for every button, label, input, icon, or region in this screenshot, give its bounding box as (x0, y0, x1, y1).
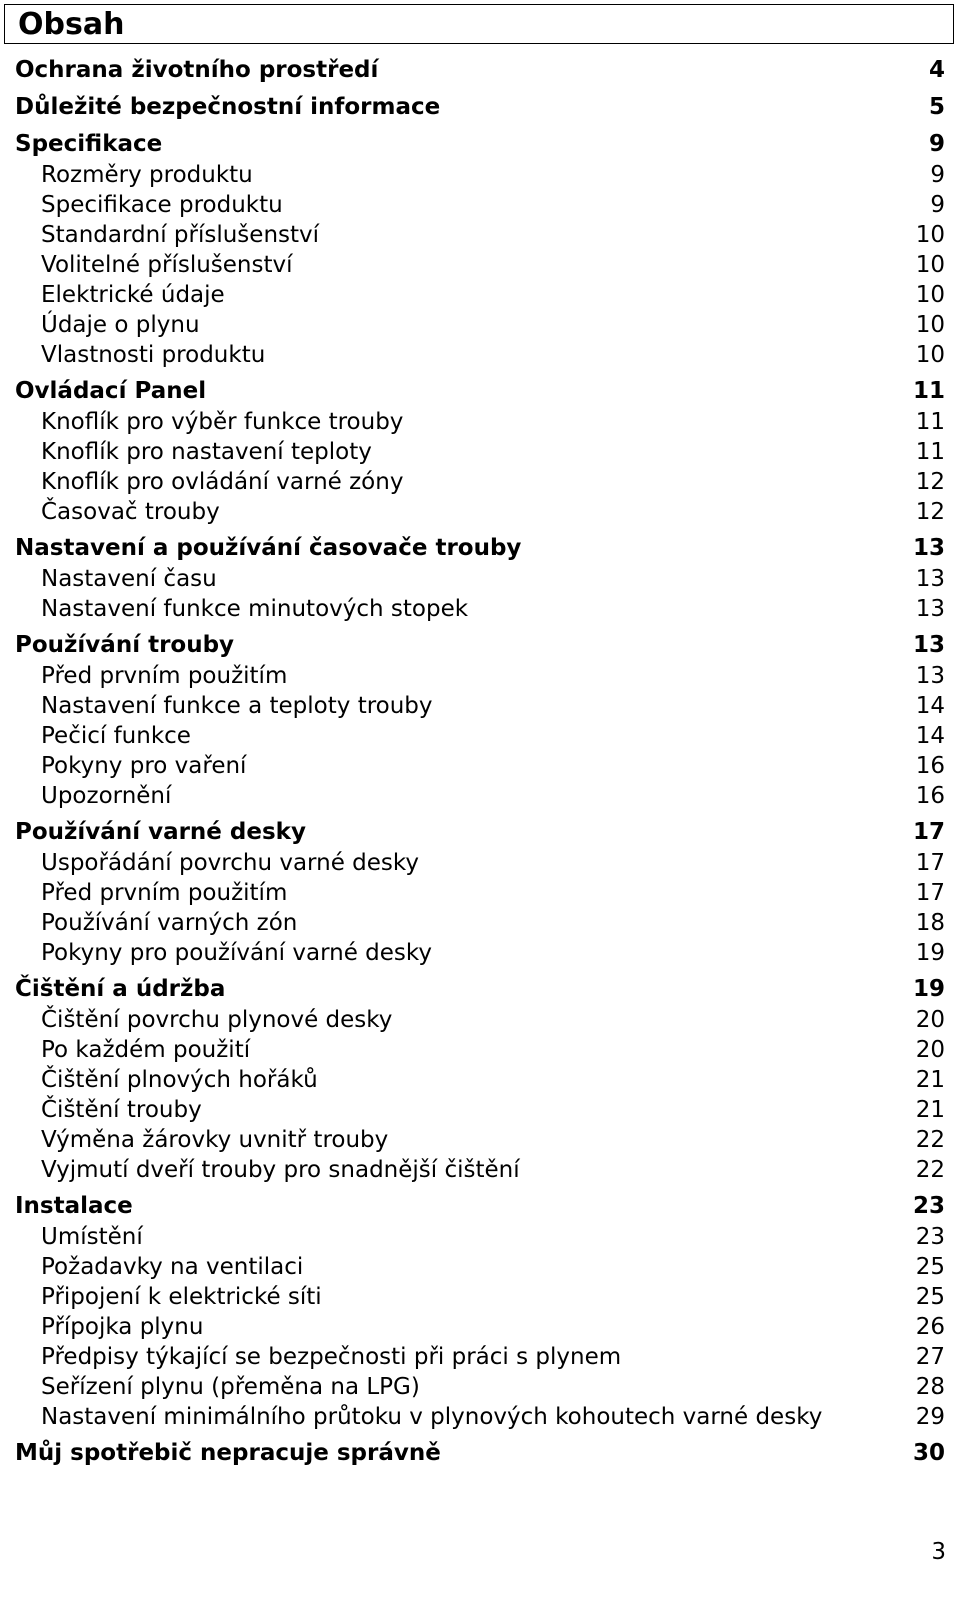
toc-section (15, 92, 945, 123)
toc-subentry[interactable] (15, 751, 945, 781)
toc-subentry[interactable] (15, 497, 945, 527)
toc-subentry-page: 17 (915, 880, 945, 906)
toc-subentry-label: Před prvním použitím (41, 663, 288, 689)
toc-subentry-label: Pokyny pro vaření (41, 753, 247, 779)
toc-subentry-page: 29 (915, 1404, 945, 1430)
toc-subentry-label: Nastavení minimálního průtoku v plynových kohoutech varné desky (41, 1404, 823, 1430)
toc-subentry-page: 14 (915, 723, 945, 749)
toc-heading-page: 17 (912, 819, 945, 845)
page-number: 3 (931, 1539, 946, 1565)
toc-heading-label: Používání varné desky (15, 819, 306, 845)
toc-heading-entry[interactable] (15, 129, 945, 160)
toc-subentry-page: 21 (915, 1097, 945, 1123)
toc-subentry[interactable] (15, 1402, 945, 1432)
toc-subentry[interactable] (15, 310, 945, 340)
toc-heading-page: 23 (912, 1193, 945, 1219)
toc-subentry[interactable] (15, 691, 945, 721)
toc-heading-page: 30 (912, 1440, 945, 1466)
toc-subentry-label: Nastavení funkce a teploty trouby (41, 693, 433, 719)
toc-section (15, 1438, 945, 1469)
toc-subentry-page: 22 (915, 1157, 945, 1183)
toc-subentry-label: Vlastnosti produktu (41, 342, 266, 368)
toc-heading-page: 13 (912, 632, 945, 658)
toc-subentry-label: Předpisy týkající se bezpečnosti při práci s plynem (41, 1344, 622, 1370)
toc-subentry[interactable] (15, 848, 945, 878)
toc-subentry[interactable] (15, 160, 945, 190)
toc-subentry[interactable] (15, 1372, 945, 1402)
toc-title: Obsah (18, 7, 125, 42)
toc-subentry-page: 11 (915, 409, 945, 435)
toc-heading-label: Můj spotřebič nepracuje správně (15, 1440, 441, 1466)
toc-subentry[interactable] (15, 190, 945, 220)
toc-subentry-label: Čištění plnových hořáků (41, 1067, 318, 1093)
toc-subentry[interactable] (15, 1312, 945, 1342)
toc-subentry-page: 12 (915, 499, 945, 525)
toc-heading-entry[interactable] (15, 1191, 945, 1222)
toc-subentry[interactable] (15, 938, 945, 968)
toc-subentry-page: 10 (915, 222, 945, 248)
toc-subentry[interactable] (15, 1095, 945, 1125)
toc-subentry[interactable] (15, 467, 945, 497)
toc-heading-entry[interactable] (15, 974, 945, 1005)
toc-heading-label: Ovládací Panel (15, 378, 207, 404)
toc-subentry[interactable] (15, 1252, 945, 1282)
toc-subentry-page: 10 (915, 342, 945, 368)
toc-subentry-page: 19 (915, 940, 945, 966)
toc-heading-page: 9 (928, 131, 945, 157)
toc-subentry[interactable] (15, 1125, 945, 1155)
toc-subentry-label: Nastavení času (41, 566, 217, 592)
toc-subentry[interactable] (15, 1035, 945, 1065)
toc-subentry-label: Čištění trouby (41, 1097, 202, 1123)
toc-heading-entry[interactable] (15, 1438, 945, 1469)
toc-heading-label: Důležité bezpečnostní informace (15, 94, 441, 120)
toc-subentry[interactable] (15, 721, 945, 751)
toc-subentry-page: 18 (915, 910, 945, 936)
toc-subentry-label: Specifikace produktu (41, 192, 283, 218)
toc-subentry-page: 16 (915, 783, 945, 809)
toc-subentry-label: Připojení k elektrické síti (41, 1284, 322, 1310)
toc-subentry-page: 21 (915, 1067, 945, 1093)
toc-subentry[interactable] (15, 407, 945, 437)
toc-heading-entry[interactable] (15, 376, 945, 407)
toc-subentry-page: 11 (915, 439, 945, 465)
toc-subentry-label: Umístění (41, 1224, 143, 1250)
toc-subentry-page: 10 (915, 252, 945, 278)
toc-subentry-page: 17 (915, 850, 945, 876)
toc-section (15, 817, 945, 968)
toc-section (15, 129, 945, 370)
toc-section (15, 630, 945, 811)
toc-subentry-page: 20 (915, 1037, 945, 1063)
toc-subentry-label: Pokyny pro používání varné desky (41, 940, 432, 966)
toc-subentry-label: Uspořádání povrchu varné desky (41, 850, 419, 876)
toc-subentry-label: Rozměry produktu (41, 162, 253, 188)
toc-subentry-label: Standardní příslušenství (41, 222, 320, 248)
toc-subentry[interactable] (15, 437, 945, 467)
toc-subentry[interactable] (15, 1065, 945, 1095)
toc-section (15, 376, 945, 527)
toc-heading-entry[interactable] (15, 55, 945, 86)
toc-heading-page: 4 (928, 57, 945, 83)
toc-subentry-label: Elektrické údaje (41, 282, 225, 308)
toc-subentry-label: Před prvním použitím (41, 880, 288, 906)
toc-subentry-page: 13 (915, 566, 945, 592)
toc-title-box (4, 4, 954, 44)
toc-subentry[interactable] (15, 1342, 945, 1372)
toc-subentry-page: 12 (915, 469, 945, 495)
toc-subentry-page: 16 (915, 753, 945, 779)
toc-heading-label: Čištění a údržba (15, 976, 226, 1002)
toc-subentry[interactable] (15, 220, 945, 250)
toc-subentry-page: 25 (915, 1284, 945, 1310)
toc-subentry-label: Vyjmutí dveří trouby pro snadnější čištění (41, 1157, 520, 1183)
toc-heading-label: Specifikace (15, 131, 163, 157)
toc-subentry-page: 26 (915, 1314, 945, 1340)
toc-heading-label: Nastavení a používání časovače trouby (15, 535, 522, 561)
toc-subentry-label: Knoflík pro výběr funkce trouby (41, 409, 404, 435)
toc-section (15, 974, 945, 1185)
toc-heading-entry[interactable] (15, 92, 945, 123)
toc-heading-label: Instalace (15, 1193, 133, 1219)
toc-heading-label: Používání trouby (15, 632, 235, 658)
toc-subentry[interactable] (15, 250, 945, 280)
toc-section (15, 1191, 945, 1432)
toc-subentry-page: 27 (915, 1344, 945, 1370)
toc-subentry-page: 9 (930, 192, 945, 218)
toc-subentry[interactable] (15, 1222, 945, 1252)
toc-subentry[interactable] (15, 878, 945, 908)
toc-subentry-label: Knoflík pro nastavení teploty (41, 439, 372, 465)
toc-subentry-page: 13 (915, 596, 945, 622)
toc-section (15, 55, 945, 86)
toc-subentry[interactable] (15, 781, 945, 811)
toc-subentry-label: Používání varných zón (41, 910, 298, 936)
toc-subentry-page: 28 (915, 1374, 945, 1400)
toc-subentry-label: Pečicí funkce (41, 723, 191, 749)
toc-heading-entry[interactable] (15, 533, 945, 564)
toc-heading-entry[interactable] (15, 817, 945, 848)
toc-subentry-label: Časovač trouby (41, 499, 220, 525)
toc-subentry-page: 10 (915, 312, 945, 338)
toc-subentry-label: Nastavení funkce minutových stopek (41, 596, 469, 622)
toc-subentry-page: 22 (915, 1127, 945, 1153)
toc-subentry-page: 14 (915, 693, 945, 719)
toc-subentry-label: Čištění povrchu plynové desky (41, 1007, 393, 1033)
toc-section (15, 533, 945, 624)
toc-subentry-label: Přípojka plynu (41, 1314, 204, 1340)
toc-heading-page: 5 (928, 94, 945, 120)
toc-subentry-label: Volitelné příslušenství (41, 252, 293, 278)
toc-subentry[interactable] (15, 564, 945, 594)
toc-subentry-page: 9 (930, 162, 945, 188)
toc-subentry-label: Údaje o plynu (41, 312, 200, 338)
toc-heading-page: 19 (912, 976, 945, 1002)
toc-subentry-page: 13 (915, 663, 945, 689)
toc-heading-label: Ochrana životního prostředí (15, 57, 379, 83)
toc-heading-page: 13 (912, 535, 945, 561)
toc-subentry[interactable] (15, 1005, 945, 1035)
toc-subentry-label: Knoflík pro ovládání varné zóny (41, 469, 404, 495)
toc-subentry-page: 20 (915, 1007, 945, 1033)
toc-subentry[interactable] (15, 594, 945, 624)
toc-subentry[interactable] (15, 908, 945, 938)
toc-subentry[interactable] (15, 280, 945, 310)
toc-subentry-label: Seřízení plynu (přeměna na LPG) (41, 1374, 420, 1400)
toc-subentry-page: 23 (915, 1224, 945, 1250)
toc-subentry[interactable] (15, 661, 945, 691)
toc-subentry-label: Po každém použití (41, 1037, 251, 1063)
toc-subentry[interactable] (15, 340, 945, 370)
toc-heading-entry[interactable] (15, 630, 945, 661)
toc-subentry-page: 25 (915, 1254, 945, 1280)
toc-subentry[interactable] (15, 1155, 945, 1185)
table-of-contents (15, 55, 945, 1475)
toc-subentry-label: Požadavky na ventilaci (41, 1254, 304, 1280)
toc-subentry[interactable] (15, 1282, 945, 1312)
toc-subentry-label: Upozornění (41, 783, 172, 809)
toc-subentry-page: 10 (915, 282, 945, 308)
toc-subentry-label: Výměna žárovky uvnitř trouby (41, 1127, 389, 1153)
toc-heading-page: 11 (912, 378, 945, 404)
